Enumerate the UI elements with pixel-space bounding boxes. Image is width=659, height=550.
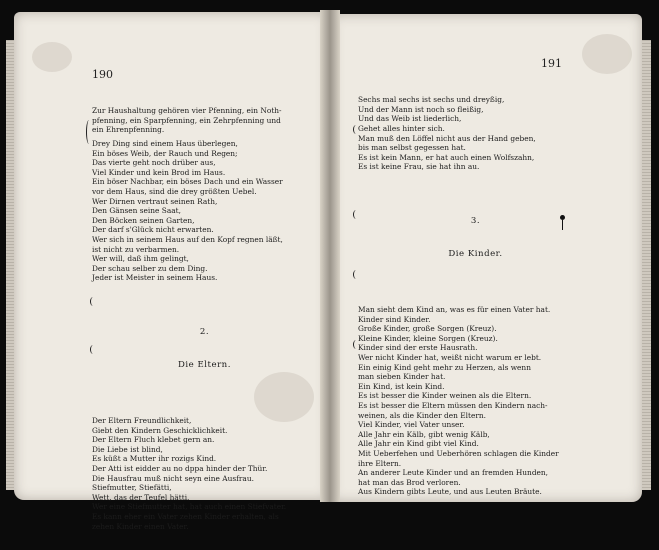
text-line: Die Hausfrau muß nicht seyn eine Ausfrau. [92,473,254,483]
text-line: man sieben Kinder hat. [358,372,446,382]
text-line: bis man selbst gegessen hat. [358,143,466,153]
margin-mark-icon [90,297,96,306]
text-line: Wer nicht Kinder hat, weißt nicht warum er lebt. [358,353,542,363]
text-line: Den Gänsen seine Saat, [92,206,181,216]
left-section-number: 2. [199,327,210,338]
text-line: ist nicht zu verbarmen. [92,244,180,254]
ink-blot-icon [560,215,565,229]
text-line: Den Böcken seinen Garten, [92,215,195,225]
text-line: Gehet alles hinter sich. [358,123,445,133]
text-line: weinen, als die Kinder den Eltern. [358,410,486,420]
text-line: Ein böser Nachbar, ein böses Dach und ein Wasser [92,177,283,187]
text-line: Wer will, daß ihm gelingt, [92,254,189,264]
text-line: Kinder sind der erste Hausrath. [358,343,478,353]
text-line: Man muß den Löffel nicht aus der Hand geben, [358,133,536,143]
right-page-number: 191 [541,57,562,70]
text-line: Sechs mal sechs ist sechs und dreyßig, [358,95,505,105]
text-line: Es kann eher ein Vater zehen Kinder erhalten, als [92,511,279,521]
text-line: Ein einig Kind geht mehr zu Herzen, als wenn [358,362,531,372]
text-line: Zur Haushaltung gehören vier Pfenning, ein Noth- [92,106,282,116]
text-line: Es ist keine Frau, sie hat ihn au. [358,162,480,172]
text-line: Der Eltern Freundlichkeit, [92,416,192,425]
left-page-text [92,87,317,550]
text-line: Alle Jahr ein Kälb, gibt wenig Kälb, [358,429,490,439]
margin-mark-icon [353,125,359,134]
text-line: Die Liebe ist blind, [92,444,163,454]
text-line: Wett, das der Teufel hätti. [92,492,190,502]
left-page-number: 190 [92,68,113,81]
text-line: hat man das Brod verloren. [358,477,461,487]
margin-mark-icon [353,210,359,219]
right-page-edges [642,40,651,490]
text-line: Kleine Kinder, kleine Sorgen (Kreuz). [358,333,498,343]
text-line: Der Atti ist eidder au no dppa hinder der Thür. [92,463,268,473]
margin-mark-icon [353,340,359,349]
text-line: ein Ehrenpfenning. [92,125,165,135]
text-line: Aus Kindern gibts Leute, und aus Leuten Bräute. [358,487,542,497]
margin-mark-icon [90,345,96,354]
text-line: Giebt den Kindern Geschicklichkeit. [92,425,228,435]
text-line: Alle Jahr ein Kind gibt viel Kind. [358,439,479,449]
text-line: vor dem Haus, sind die drey größten Uebel. [92,186,257,196]
margin-mark-icon [86,120,92,144]
text-line: Ein böses Weib, der Rauch und Regen; [92,148,238,158]
text-line: Der schau selber zu dem Ding. [92,263,208,273]
text-line: Der darf s'Glück nicht erwarten. [92,225,214,235]
right-section-number: 3. [470,216,481,227]
text-line: Ein Kind, ist kein Kind. [358,381,445,391]
left-page-edges [6,40,14,490]
text-line: Wer sich in seinem Haus auf den Kopf regnen läßt, [92,234,283,244]
right-page-text [358,76,593,516]
text-line: Viel Kinder und kein Brod im Haus. [92,167,226,177]
text-line: Und das Weib ist liederlich, [358,114,462,124]
text-line: Man sieht dem Kind an, was es für einen Vater hat. [358,305,551,315]
text-line: zehen Kinder einen Vater. [92,521,189,531]
right-section-title: Die Kinder. [448,249,503,260]
text-line: ihre Eltern. [358,458,402,468]
text-line: Der Eltern Fluch klebet gern an. [92,435,215,445]
text-line: An anderer Leute Kinder und an fremden Hunden, [358,468,549,478]
text-line: Es ist besser die Kinder weinen als die Eltern. [358,391,532,401]
text-line: Es ist besser die Eltern müssen den Kindern nach- [358,401,548,410]
left-section-title: Die Eltern. [178,360,231,371]
text-line: Wer Dirnen vertraut seinen Rath, [92,196,218,206]
text-line: Es ist kein Mann, er hat auch einen Wolfszahn, [358,152,535,162]
text-line: Kinder sind Kinder. [358,314,431,324]
book-gutter [320,10,340,502]
text-line: Stiefmutter, Stiefätti, [92,483,172,493]
text-line: Mit Ueberfehen und Ueberhören schlagen die Kinder [358,448,559,458]
text-line: Viel Kinder, viel Vater unser. [358,420,465,430]
text-line: Das vierte geht noch drüber aus, [92,158,216,168]
text-line: Drey Ding sind einem Haus überlegen, [92,138,238,148]
text-line: Jeder ist Meister in seinem Haus. [92,273,218,283]
text-line: Es küßt a Mutter ihr rozigs Kind. [92,454,217,464]
text-line: Wer eine Stiefmutter hat, hat auch einen Stiefvater. [92,502,287,512]
text-line: Und der Mann ist noch so fleißig, [358,104,484,114]
margin-mark-icon [353,270,359,279]
text-line: Große Kinder, große Sorgen (Kreuz). [358,324,497,334]
text-line: pfenning, ein Sparpfenning, ein Zehrpfenning und [92,115,281,125]
